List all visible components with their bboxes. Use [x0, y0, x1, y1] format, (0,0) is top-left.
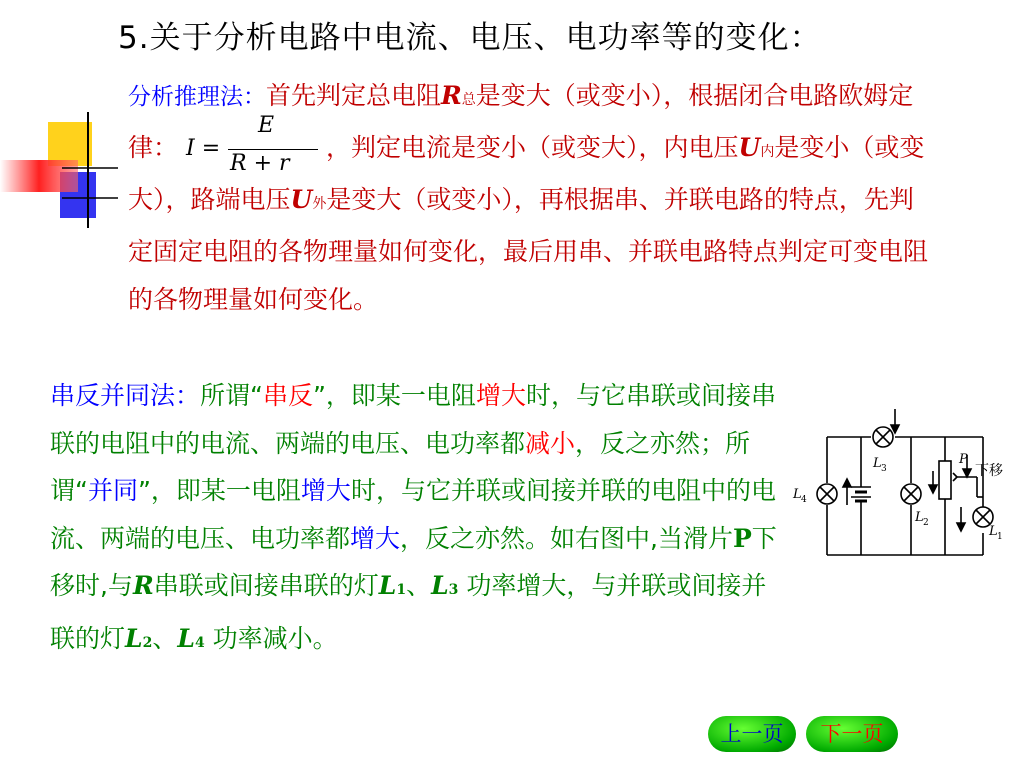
battery-icon: [851, 487, 871, 501]
svg-text:2: 2: [923, 518, 929, 528]
series-parallel-rule-paragraph: 串反并同法：所谓“串反”，即某一电阻增大时，与它串联或间接串联的电阻中的电流、两端的电压、电功率都减小，反之亦然；所谓“并同”，即某一电阻增大时，与它并联或间接并联的电阻中的电流、两端的电压、电功率都增大，反之亦然。如右图中,当滑片P下移时,与R串联或间接串联的灯L1、L3 功率增大，与并联或间接并联的灯L2、L4 功率减小。: [50, 381, 777, 653]
svg-text:3: 3: [881, 464, 887, 474]
svg-text:4: 4: [801, 495, 807, 505]
svg-text:L: L: [793, 487, 802, 502]
svg-text:L: L: [989, 524, 998, 539]
lamp-l2-icon: [901, 484, 921, 504]
lamp-l3-icon: [873, 427, 893, 447]
prev-page-button[interactable]: 上一页: [708, 716, 796, 752]
series-parallel-rule-heading: 串反并同法：: [50, 381, 201, 410]
svg-text:下移: 下移: [975, 463, 1003, 479]
reasoning-method-heading: 分析推理法：: [128, 84, 266, 110]
svg-text:L: L: [873, 456, 882, 471]
svg-text:1: 1: [997, 532, 1003, 542]
corner-decoration: [0, 0, 120, 240]
svg-text:P: P: [959, 452, 968, 467]
next-page-button[interactable]: 下一页: [806, 716, 898, 752]
svg-text:L: L: [915, 510, 924, 525]
circuit-diagram: [785, 405, 1024, 570]
lamp-l4-icon: [817, 484, 837, 504]
page-title: 5.关于分析电路中电流、电压、电功率等的变化：: [118, 20, 822, 56]
ohm-law-formula: I = E R + r: [178, 127, 326, 171]
reasoning-method-paragraph: 分析推理法：首先判定总电阻R总是变大（或变小），根据闭合电路欧姆定律： I = E R + r ，判定电流是变小（或变大），内电压U内是变小（或变大），路端电压U外是变大（或变小），再根据串、并联电路的特点，先判定固定电阻的各物理量如何变化，最后用串、并联电路特点判定可变电阻的各物理量如何变化。: [128, 81, 929, 314]
